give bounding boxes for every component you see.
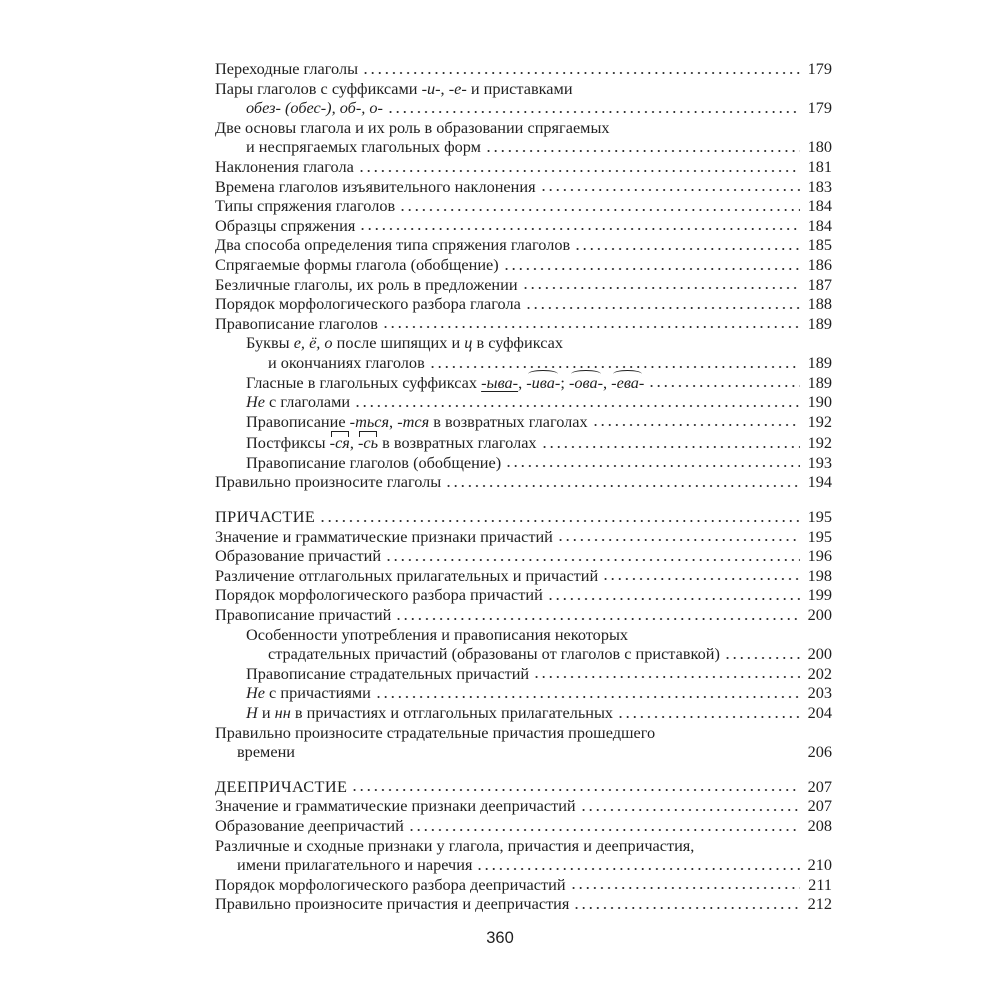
- toc-entry[interactable]: [215, 196, 832, 216]
- toc-entry[interactable]: [215, 98, 832, 118]
- toc-entry-text: с глаголами: [264, 392, 351, 412]
- dot-leader: [385, 559, 800, 561]
- toc-entry-title: в суффиксах: [472, 333, 563, 353]
- toc-entry-title: имени прилагательного и наречия: [237, 855, 473, 875]
- toc-page-number: 185: [807, 235, 832, 255]
- letter-text: нн: [274, 703, 291, 722]
- toc-entry-title: Образование причастий: [215, 546, 382, 566]
- toc-entry-title: времени: [237, 742, 296, 762]
- toc-entry[interactable]: [215, 894, 832, 914]
- separator: ,: [518, 372, 527, 392]
- toc-page-number: 183: [807, 176, 832, 196]
- separator: ;: [560, 372, 569, 392]
- particle-text: Не: [246, 392, 265, 412]
- toc-entry-title: Наклонения глагола: [215, 156, 354, 176]
- toc-entry-title: Типы спряжения глаголов: [215, 196, 396, 216]
- toc-page-number: 184: [807, 215, 832, 235]
- toc-entry-text: в возвратных глаголах: [378, 433, 537, 453]
- toc-entry[interactable]: [215, 742, 832, 762]
- toc-entry-line[interactable]: Правильно произносите страдательные причастия прошедшего: [215, 722, 656, 742]
- toc-entry[interactable]: [215, 546, 832, 566]
- toc-entry-text: в причастиях и отглагольных прилагательных: [290, 703, 614, 722]
- prefix-list: [246, 98, 383, 118]
- toc-entry-title: после шипящих и: [332, 333, 465, 353]
- dot-leader: [570, 887, 800, 889]
- dot-leader: [362, 72, 800, 74]
- toc-entry-title: страдательных причастий (образованы от глаголов с приставкой): [268, 644, 720, 664]
- toc-entry[interactable]: [215, 472, 832, 492]
- toc-entry-title: [246, 703, 613, 723]
- toc-entry-title: Образование деепричастий: [215, 815, 404, 835]
- toc-entry[interactable]: [215, 255, 832, 275]
- toc-entry-text: с причастиями: [264, 683, 371, 703]
- suffix-text: -ева-: [611, 372, 645, 392]
- toc-entry-line[interactable]: Две основы глагола и их роль в образовании спрягаемых: [215, 117, 610, 137]
- toc-entry-title: Пары глаголов с суффиксами: [215, 78, 422, 98]
- toc-entry[interactable]: [215, 177, 832, 197]
- toc-page-number: 181: [807, 156, 832, 176]
- toc-page-number: 208: [807, 815, 832, 835]
- toc-entry-text: и: [257, 703, 275, 722]
- toc-entry-title: [246, 392, 350, 412]
- toc-page-number: 195: [807, 507, 832, 527]
- toc-entry[interactable]: [215, 605, 832, 625]
- toc-entry-text: в возвратных глаголах: [429, 411, 588, 431]
- toc-entry-title: Правописание глаголов: [215, 313, 378, 333]
- toc-entry-title: Правописание причастий: [215, 605, 392, 625]
- toc-page-number: 192: [807, 411, 832, 431]
- separator: ,: [603, 372, 612, 392]
- dot-leader: [387, 111, 800, 113]
- toc-entry-title: Значение и грамматические признаки деепричастий: [215, 796, 576, 816]
- toc-entry[interactable]: [215, 433, 832, 453]
- dot-leader: [429, 366, 800, 368]
- toc-page-number: 199: [807, 585, 832, 605]
- dot-leader: [617, 716, 800, 718]
- toc-entry[interactable]: [215, 855, 832, 875]
- toc-entry-line[interactable]: [215, 79, 832, 99]
- dot-leader: [522, 287, 800, 289]
- toc-entry-title: Образцы спряжения: [215, 215, 356, 235]
- toc-entry[interactable]: [215, 157, 832, 177]
- dot-leader: [359, 228, 800, 230]
- toc-page-number: 207: [807, 796, 832, 816]
- ending-text: -тся: [397, 411, 430, 431]
- dot-leader: [547, 598, 800, 600]
- toc-entry-title: Переходные глаголы: [215, 59, 359, 78]
- toc-entry[interactable]: [215, 527, 832, 547]
- toc-entry-title: Значение и грамматические признаки причастий: [215, 526, 553, 546]
- toc-entry-line[interactable]: [215, 333, 832, 353]
- dot-leader: [724, 657, 800, 659]
- toc-entry-title: Правописание страдательных причастий: [246, 663, 530, 683]
- toc-page-number: 206: [807, 742, 832, 762]
- dot-leader: [541, 446, 800, 448]
- dot-leader: [354, 405, 800, 407]
- dot-leader: [525, 307, 800, 309]
- dot-leader: [351, 789, 800, 791]
- toc-entry[interactable]: [215, 59, 832, 79]
- toc-page-number: 202: [807, 663, 832, 683]
- toc-entry[interactable]: [215, 875, 832, 895]
- toc-entry-line[interactable]: Особенности употребления и правописания некоторых: [246, 624, 629, 644]
- suffix-text: -ова-: [568, 372, 604, 392]
- toc-entry-text: Постфиксы: [246, 433, 330, 453]
- toc-page-number: 196: [807, 546, 832, 566]
- toc-entry-title: Порядок морфологического разбора глагола: [215, 294, 521, 314]
- toc-entry[interactable]: [215, 585, 832, 605]
- suffix-text: -и-: [421, 78, 441, 98]
- toc-entry-title: Порядок морфологического разбора причастий: [215, 585, 543, 605]
- toc-page-number: 192: [807, 433, 832, 453]
- toc-section-title: ПРИЧАСТИЕ: [215, 507, 316, 527]
- toc-entry[interactable]: [215, 566, 832, 586]
- toc-page-number: 210: [807, 855, 832, 875]
- ending-text: -ться: [349, 411, 390, 431]
- toc-page-number: 198: [807, 565, 832, 585]
- letter-text: Н: [246, 703, 258, 722]
- dot-leader: [540, 189, 800, 191]
- toc-page-number: 179: [807, 98, 832, 118]
- dot-leader: [485, 150, 800, 152]
- toc-page-number: 189: [807, 352, 832, 372]
- suffix-text: -ыва-: [481, 372, 519, 392]
- toc-entry-title: Два способа определения типа спряжения глаголов: [215, 235, 571, 255]
- toc-page-number: 200: [807, 605, 832, 625]
- dot-leader: [358, 170, 800, 172]
- dot-leader: [399, 209, 800, 211]
- separator: ,: [389, 411, 398, 431]
- toc-entry-title: Правильно произносите глаголы: [215, 472, 442, 492]
- toc-page-number: 184: [807, 196, 832, 216]
- postfix-text: -ся: [329, 433, 350, 453]
- toc-page-number: 194: [807, 472, 832, 492]
- postfix-text: -сь: [358, 433, 379, 453]
- particle-text: Не: [246, 683, 265, 703]
- toc-entry[interactable]: [215, 216, 832, 236]
- toc-entry-title: Спрягаемые формы глагола (обобщение): [215, 254, 499, 274]
- separator: ,: [440, 78, 449, 98]
- toc-entry-title: и приставками: [466, 78, 573, 98]
- dot-leader: [382, 326, 800, 328]
- dot-leader: [408, 829, 800, 831]
- page-number: 360: [486, 929, 514, 947]
- dot-leader: [533, 676, 800, 678]
- dot-leader: [574, 248, 800, 250]
- dot-leader: [602, 578, 800, 580]
- toc-entry[interactable]: [215, 644, 832, 664]
- toc-page-number: 179: [807, 59, 832, 78]
- toc-entry-title: Буквы: [246, 333, 294, 353]
- toc-entry[interactable]: [215, 796, 832, 816]
- toc-entry[interactable]: [215, 373, 832, 393]
- toc-entry-title: Правильно произносите причастия и деепричастия: [215, 894, 570, 914]
- toc-page-number: 204: [807, 703, 832, 722]
- toc-page-number: 189: [807, 313, 832, 333]
- dot-leader: [648, 385, 800, 387]
- toc-entry-title: [246, 433, 537, 453]
- toc-entry-title: [246, 412, 588, 432]
- toc-entry-title: и неспрягаемых глагольных форм: [246, 137, 481, 157]
- toc-page-number: 193: [807, 452, 832, 472]
- toc-page-number: 190: [807, 392, 832, 412]
- dot-leader: [299, 755, 800, 757]
- toc-page-number: 186: [807, 254, 832, 274]
- toc-entry-title: Безличные глаголы, их роль в предложении: [215, 274, 518, 294]
- suffix-text: -ива-: [526, 372, 561, 392]
- toc-entry-title: Различение отглагольных прилагательных и причастий: [215, 565, 599, 585]
- dot-leader: [503, 268, 800, 270]
- dot-leader: [557, 539, 800, 541]
- toc-page-number: 188: [807, 294, 832, 314]
- toc-page-number: 187: [807, 274, 832, 294]
- toc-entry-line[interactable]: Различные и сходные признаки у глагола, причастия и деепричастия,: [215, 835, 695, 855]
- toc-entry[interactable]: [215, 294, 832, 314]
- toc-page-number: 180: [807, 137, 832, 157]
- dot-leader: [592, 424, 800, 426]
- toc-entry-title: и окончаниях глаголов: [268, 352, 425, 372]
- toc-entry-title: [246, 683, 371, 703]
- toc-page-number: 200: [807, 644, 832, 664]
- toc-entry[interactable]: [215, 703, 832, 723]
- toc-entry-text: Гласные в глагольных суффиксах: [246, 372, 482, 392]
- dot-leader: [573, 907, 800, 909]
- toc-page-number: 212: [807, 894, 832, 914]
- separator: ,: [349, 433, 359, 453]
- toc-section-heading[interactable]: [215, 777, 832, 797]
- toc-page-number: 189: [807, 372, 832, 392]
- toc-page-number: 207: [807, 776, 832, 796]
- toc-page-number: 203: [807, 683, 832, 703]
- dot-leader: [476, 868, 800, 870]
- section-gap: [215, 492, 832, 507]
- suffix-text: -е-: [448, 78, 467, 98]
- toc-entry[interactable]: [215, 664, 832, 684]
- toc-entry[interactable]: [215, 235, 832, 255]
- toc-section-title: ДЕЕПРИЧАСТИЕ: [215, 776, 348, 796]
- toc-entry[interactable]: [215, 275, 832, 295]
- toc-entry[interactable]: [215, 314, 832, 334]
- dot-leader: [319, 520, 800, 522]
- dot-leader: [505, 465, 800, 467]
- dot-leader: [395, 618, 800, 620]
- letters-text: е, ё, о: [293, 333, 333, 353]
- dot-leader: [445, 485, 800, 487]
- toc-page-number: 195: [807, 526, 832, 546]
- toc-entry[interactable]: [215, 412, 832, 432]
- section-gap: [215, 762, 832, 777]
- toc-entry-title: Времена глаголов изъявительного наклонения: [215, 176, 536, 196]
- toc-entry[interactable]: [215, 353, 832, 373]
- toc-entry-title: Порядок морфологического разбора деепричастий: [215, 874, 566, 894]
- dot-leader: [375, 696, 800, 698]
- toc-entry[interactable]: [215, 816, 832, 836]
- toc-entry-text: Правописание: [246, 411, 350, 431]
- dot-leader: [580, 809, 800, 811]
- toc-entry[interactable]: [215, 392, 832, 412]
- letter-text: ц: [464, 333, 473, 353]
- prefix-text: обез- (обес-), об-, о-: [246, 98, 383, 118]
- toc-page-number: 211: [808, 874, 832, 894]
- toc-entry[interactable]: [215, 683, 832, 703]
- toc-entry-title: Правописание глаголов (обобщение): [246, 452, 502, 472]
- toc-section-heading[interactable]: [215, 507, 832, 527]
- toc-entry[interactable]: [215, 137, 832, 157]
- toc-entry-title: [246, 373, 644, 393]
- toc-entry[interactable]: [215, 453, 832, 473]
- table-of-contents: [215, 59, 832, 914]
